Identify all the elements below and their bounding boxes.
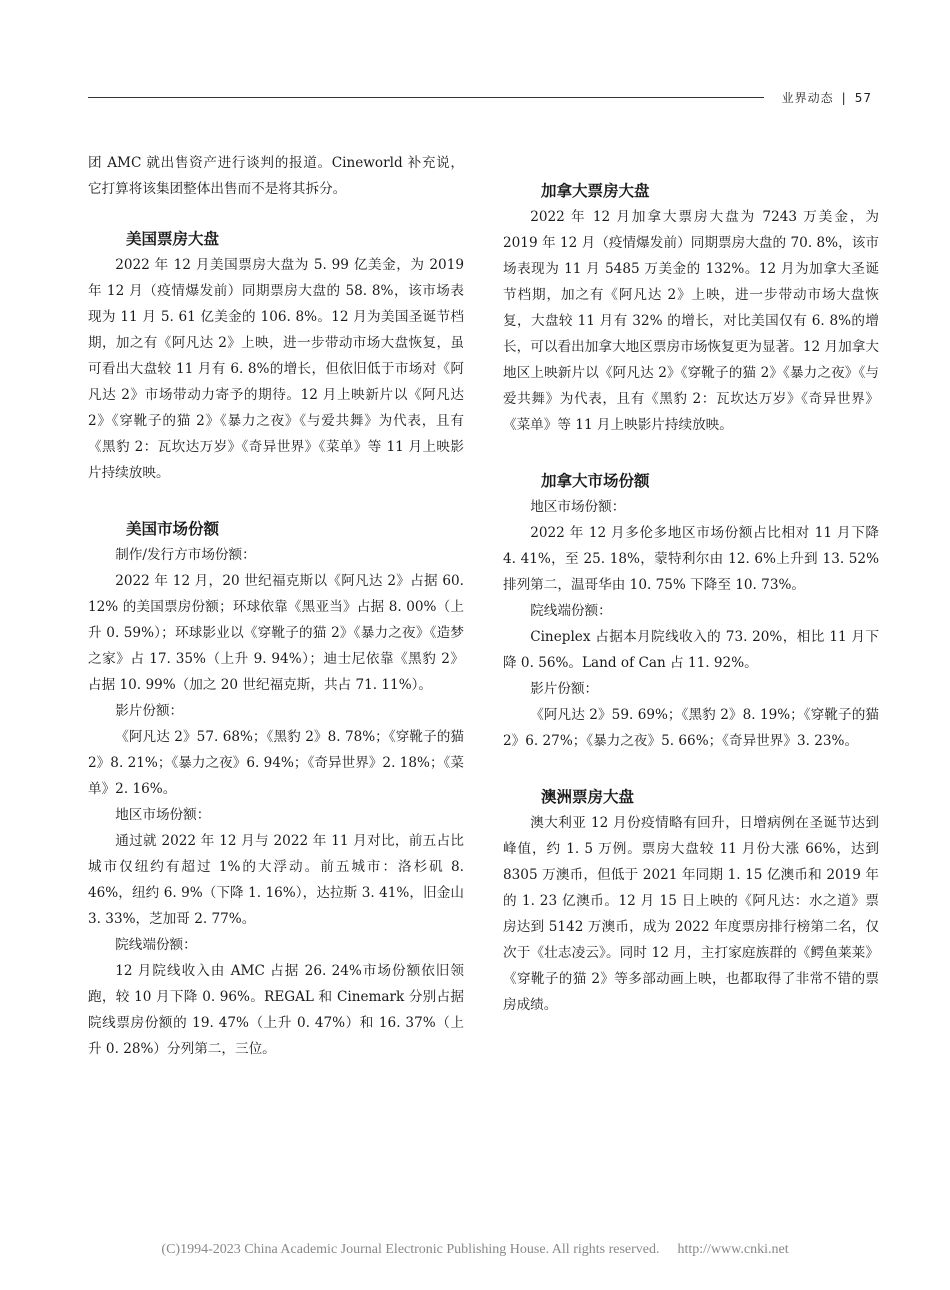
- canada-film-label: 影片份额：: [530, 681, 599, 697]
- australia-box-office-body: 澳大利亚 12 月份疫情略有回升，日增病例在圣诞节达到峰值，约 1. 5 万例。票房大盘较 11 月份大涨 66%，达到 8305 万澳币，但低于 2021 年同期 1. 15 亿澳币和 2019 年的 1. 23 亿澳币。12 月 15 日上映的《阿凡达：水之道》票房达到 5142 万澳币，成为 2022 年度票房排行榜第二名，仅次于《壮志凌云》。同时 12 月，主打家庭族群的《鳄鱼莱莱》《穿靴子的猫 2》等多部动画上映，也都取得了非常不错的票房成绩。: [503, 815, 879, 1013]
- copyright-footer: [0, 1242, 950, 1258]
- running-header: [782, 89, 872, 106]
- copyright-text: (C)1994-2023 China Academic Journal Electronic Publishing House. All rights reserved.: [161, 1242, 660, 1257]
- us-cinema-label: 院线端份额：: [115, 937, 197, 953]
- canada-cinema-body: Cineplex 占据本月院线收入的 73. 20%，相比 11 月下降 0. 56%。Land of Can 占 11. 92%。: [503, 629, 879, 671]
- footer-url: http://www.cnki.net: [677, 1242, 789, 1257]
- canada-region-label: 地区市场份额：: [530, 499, 626, 515]
- us-region-body: 通过就 2022 年 12 月与 2022 年 11 月对比，前五占比城市仅纽约有超过 1%的大浮动。前五城市：洛杉矶 8. 46%，纽约 6. 9%（下降 1. 16%），达拉斯 3. 41%，旧金山 3. 33%，芝加哥 2. 77%。: [88, 833, 464, 927]
- us-film-label: 影片份额：: [115, 703, 184, 719]
- us-box-office-body: 2022 年 12 月美国票房大盘为 5. 99 亿美金，为 2019 年 12 月（疫情爆发前）同期票房大盘的 58. 8%，该市场表现为 11 月 5. 61 亿美金的 106. 8%。12 月为美国圣诞节档期，加之有《阿凡达 2》上映，进一步带动市场大盘恢复，虽可看出大盘较 11 月有 6. 8%的增长，但依旧低于市场对《阿凡达 2》市场带动力寄予的期待。12 月上映新片以《阿凡达 2》《穿靴子的猫 2》《暴力之夜》《与爱共舞》为代表，且有《黑豹 2：瓦坎达万岁》《奇异世界》《菜单》等 11 月上映影片持续放映。: [88, 257, 464, 481]
- canada-market-share-heading: 加拿大市场份额: [541, 472, 650, 490]
- section-title: 业界动态: [781, 91, 834, 105]
- australia-box-office-heading: 澳洲票房大盘: [541, 788, 635, 806]
- right-column: [503, 178, 879, 1018]
- canada-film-body: 《阿凡达 2》59. 69%；《黑豹 2》8. 19%；《穿靴子的猫 2》6. 27%；《暴力之夜》5. 66%；《奇异世界》3. 23%。: [503, 707, 879, 749]
- canada-region-body: 2022 年 12 月多伦多地区市场份额占比相对 11 月下降 4. 41%，至 25. 18%，蒙特利尔由 12. 6%上升到 13. 52% 排列第二，温哥华由 10. 75% 下降至 10. 73%。: [503, 525, 879, 593]
- intro-paragraph: 团 AMC 就出售资产进行谈判的报道。Cineworld 补充说，它打算将该集团整体出售而不是将其拆分。: [88, 155, 464, 197]
- canada-box-office-heading: 加拿大票房大盘: [541, 182, 650, 200]
- left-column: [88, 150, 464, 1062]
- us-producer-body: 2022 年 12 月，20 世纪福克斯以《阿凡达 2》占据 60. 12% 的美国票房份额；环球依靠《黑亚当》占据 8. 00%（上升 0. 59%）；环球影业以《穿靴子的猫 2》《暴力之夜》《造梦之家》占 17. 35%（上升 9. 94%）；迪士尼依靠《黑豹 2》占据 10. 99%（加之 20 世纪福克斯，共占 71. 11%）。: [88, 573, 464, 693]
- us-market-share-heading: 美国市场份额: [126, 520, 220, 538]
- us-cinema-body: 12 月院线收入由 AMC 占据 26. 24%市场份额依旧领跑，较 10 月下降 0. 96%。REGAL 和 Cinemark 分别占据院线票房份额的 19. 47%（上升 0. 47%）和 16. 37%（上升 0. 28%）分列第二，三位。: [88, 963, 464, 1057]
- us-box-office-heading: 美国票房大盘: [126, 230, 220, 248]
- page-number: 57: [854, 91, 872, 105]
- canada-box-office-body: 2022 年 12 月加拿大票房大盘为 7243 万美金，为 2019 年 12 月（疫情爆发前）同期票房大盘的 70. 8%，该市场表现为 11 月 5485 万美金的 132%。12 月为加拿大圣诞节档期，加之有《阿凡达 2》上映，进一步带动市场大盘恢复，大盘较 11 月有 32% 的增长，对比美国仅有 6. 8%的增长，可以看出加拿大地区票房市场恢复更为显著。12 月加拿大地区上映新片以《阿凡达 2》《穿靴子的猫 2》《暴力之夜》《与爱共舞》为代表，且有《黑豹 2：瓦坎达万岁》《奇异世界》《菜单》等 11 月上映影片持续放映。: [503, 209, 879, 433]
- header-separator: |: [841, 91, 847, 105]
- header-rule: [88, 97, 764, 98]
- us-film-body: 《阿凡达 2》57. 68%；《黑豹 2》8. 78%；《穿靴子的猫 2》8. 21%；《暴力之夜》6. 94%；《奇异世界》2. 18%；《菜单》2. 16%。: [88, 729, 464, 797]
- canada-cinema-label: 院线端份额：: [530, 603, 612, 619]
- us-region-label: 地区市场份额：: [115, 807, 211, 823]
- us-producer-label: 制作/发行方市场份额：: [115, 547, 256, 563]
